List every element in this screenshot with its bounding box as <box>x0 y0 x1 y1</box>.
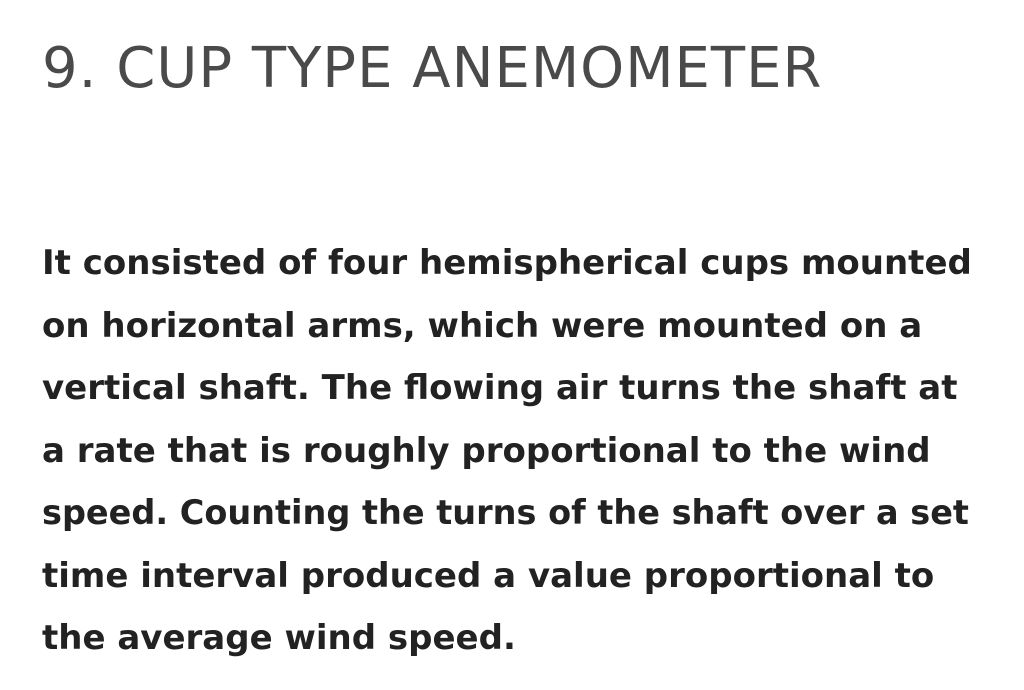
paragraph-line: a rate that is roughly proportional to the wind <box>42 430 931 471</box>
article-paragraph <box>42 232 982 670</box>
paragraph-line: speed. Counting the turns of the shaft over a set <box>42 493 969 532</box>
paragraph-line: on horizontal arms, which were mounted on a <box>42 305 923 346</box>
paragraph-line: It consisted of four hemispherical cups mounted <box>42 243 972 283</box>
paragraph-line: time interval produced a value proportional to <box>42 555 935 596</box>
paragraph-line: the average wind speed. <box>42 618 516 658</box>
paragraph-line: vertical shaft. The flowing air turns the shaft at <box>42 368 958 408</box>
section-heading: 9. CUP TYPE ANEMOMETER <box>42 36 823 101</box>
